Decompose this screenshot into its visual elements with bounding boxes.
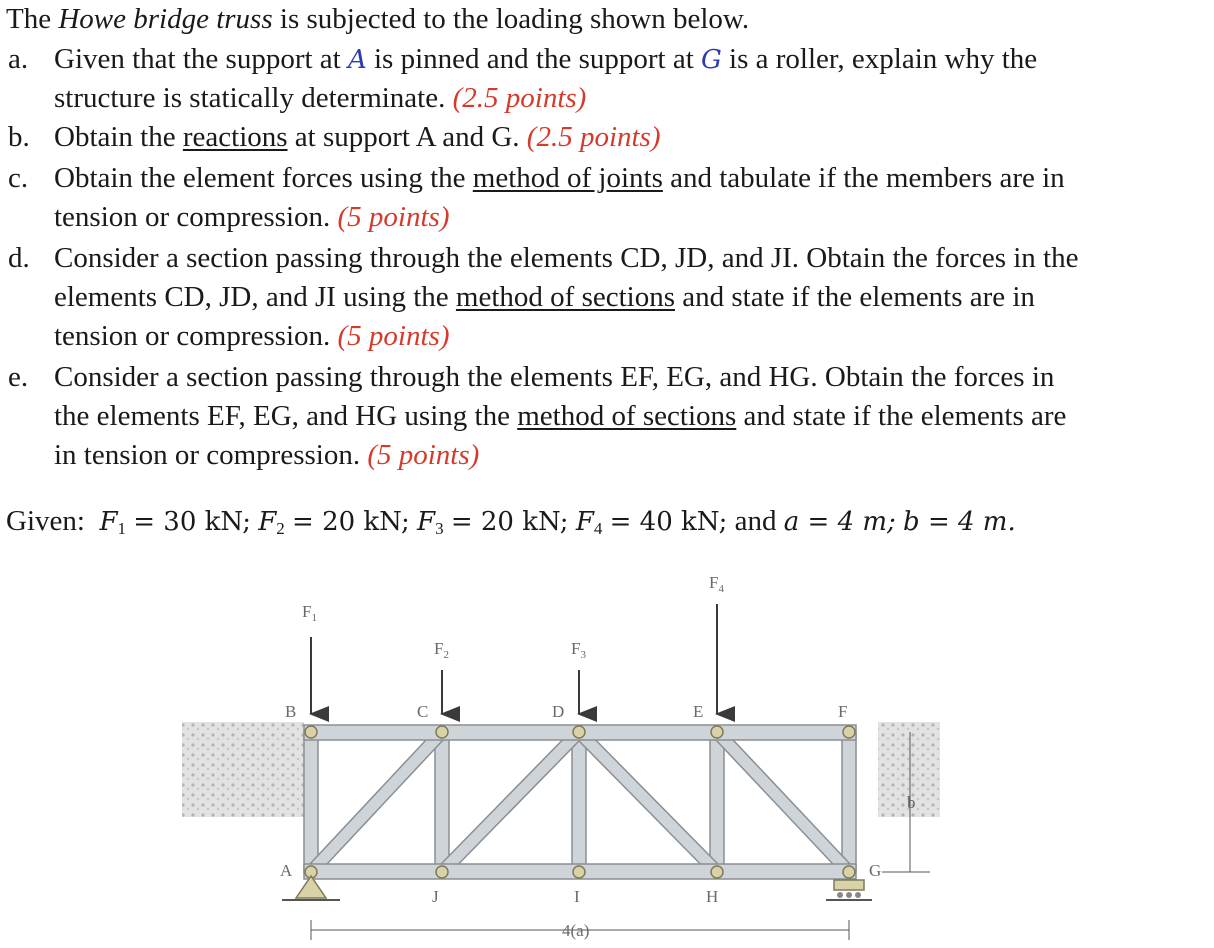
load-f1-label: $F_1$ <box>302 602 317 624</box>
given-and: and <box>734 505 777 537</box>
member-fg <box>842 732 856 872</box>
joint-i <box>573 866 585 878</box>
joint-g <box>843 866 855 878</box>
part-e-text-3: in tension or compression. <box>54 439 368 471</box>
f1-symbol: F <box>99 507 118 537</box>
support-g-symbol: G <box>701 45 722 75</box>
f3-value: = 20 kN; <box>450 507 569 537</box>
label-i: I <box>574 887 580 906</box>
joint-b <box>305 726 317 738</box>
part-b-text-end: at support A and G. <box>287 121 527 153</box>
part-a-marker: a. <box>8 43 29 75</box>
joint-e <box>711 726 723 738</box>
joint-d <box>573 726 585 738</box>
label-h: H <box>706 887 719 906</box>
b-value: b = 4 m. <box>903 507 1016 537</box>
part-c-points: (5 points) <box>337 201 450 233</box>
intro-line <box>6 1 749 37</box>
part-a-points: (2.5 points) <box>452 82 587 114</box>
part-d-text-2-end: and state if the elements are in <box>675 281 1035 313</box>
part-d-points: (5 points) <box>337 320 450 352</box>
given-line <box>6 503 1016 547</box>
f1-value: = 30 kN; <box>133 507 251 537</box>
label-f: F <box>838 702 848 721</box>
part-b-points: (2.5 points) <box>526 121 661 153</box>
support-a-symbol: A <box>347 45 367 75</box>
span-label: 4(a) <box>562 921 590 940</box>
part-e-text-2-end: and state if the elements are <box>736 400 1067 432</box>
part-d-text-2: elements CD, JD, and JI using the <box>54 281 456 313</box>
f2-subscript: 2 <box>276 519 285 538</box>
label-e: E <box>693 702 704 721</box>
member-eh <box>710 732 724 872</box>
roller-support-g <box>826 880 872 900</box>
f2-symbol: F <box>258 507 277 537</box>
member-di <box>572 732 586 872</box>
a-value: a = 4 m; <box>783 507 896 537</box>
member-ab <box>304 732 318 872</box>
given-label: Given: <box>6 505 85 537</box>
f4-symbol: F <box>575 507 594 537</box>
method-of-sections-underlined: method of sections <box>455 281 675 313</box>
f3-subscript: 3 <box>435 519 444 538</box>
part-d-text-3: tension or compression. <box>54 320 338 352</box>
f4-value: = 40 kN; <box>609 507 728 537</box>
truss-name: Howe bridge truss <box>58 3 273 35</box>
load-f3-label: $F_3$ <box>571 639 586 661</box>
joint-j <box>436 866 448 878</box>
height-label: b <box>907 793 916 812</box>
joint-f <box>843 726 855 738</box>
part-c-text-end: and tabulate if the members are in <box>662 162 1065 194</box>
intro-text: The <box>6 3 59 35</box>
joint-c <box>436 726 448 738</box>
label-c: C <box>417 702 429 721</box>
part-c-text: Obtain the element forces using the <box>54 162 473 194</box>
part-e-marker: e. <box>8 361 29 393</box>
joint-h <box>711 866 723 878</box>
load-arrows <box>311 604 717 714</box>
part-e-text-2: the elements EF, EG, and HG using the <box>54 400 518 432</box>
load-f2-label: $F_2$ <box>434 639 449 661</box>
intro-text-end: is subjected to the loading shown below. <box>272 3 750 35</box>
part-a-text-2: structure is statically determinate. <box>54 82 453 114</box>
part-e-points: (5 points) <box>367 439 480 471</box>
label-d: D <box>552 702 565 721</box>
f3-symbol: F <box>417 507 436 537</box>
left-ground <box>182 722 304 817</box>
part-c-text-2: tension or compression. <box>54 201 338 233</box>
label-j: J <box>432 887 439 906</box>
reactions-underlined: reactions <box>182 121 288 153</box>
load-f4-label: $F_4$ <box>709 573 724 595</box>
part-d-marker: d. <box>8 242 30 274</box>
label-b: B <box>285 702 297 721</box>
f4-subscript: 4 <box>593 519 603 538</box>
member-cj <box>435 732 449 872</box>
method-of-sections-underlined-2: method of sections <box>517 400 737 432</box>
part-b-marker: b. <box>8 121 30 153</box>
part-d-text: Consider a section passing through the elements CD, JD, and JI. Obtain the forces in the <box>54 242 1079 274</box>
f1-subscript: 1 <box>117 519 126 538</box>
vertical-members <box>304 732 856 872</box>
label-g: G <box>869 861 882 880</box>
part-c-marker: c. <box>8 162 29 194</box>
label-a: A <box>280 861 293 880</box>
part-b-text: Obtain the <box>54 121 183 153</box>
part-a-text-mid: is pinned and the support at <box>366 43 702 75</box>
part-a-text: Given that the support at <box>54 43 348 75</box>
truss-diagram <box>170 562 950 942</box>
part-e-text: Consider a section passing through the elements EF, EG, and HG. Obtain the forces in <box>54 361 1055 393</box>
method-of-joints-underlined: method of joints <box>472 162 663 194</box>
part-a-text-end: is a roller, explain why the <box>721 43 1038 75</box>
f2-value: = 20 kN; <box>292 507 410 537</box>
